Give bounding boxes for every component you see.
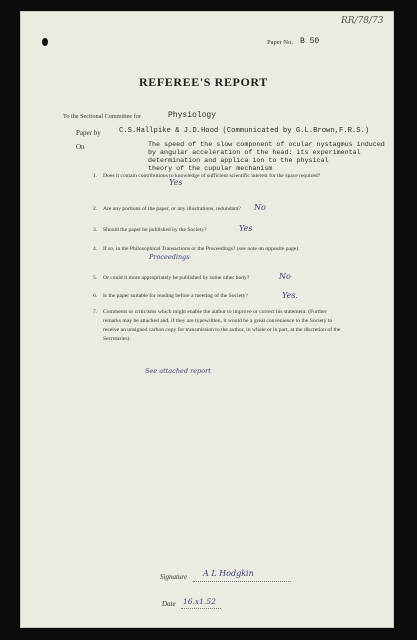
question-number: 3. — [93, 227, 98, 233]
answer-6: Yes. — [282, 291, 298, 300]
answer-4: Proceedings — [149, 253, 190, 261]
page-title: REFEREE'S REPORT — [139, 75, 268, 89]
question-number: 5. — [93, 275, 98, 281]
subject-line: theory of the cupular mechanism — [148, 165, 273, 173]
answer-5: No — [279, 272, 291, 281]
date-label: Date — [162, 600, 176, 608]
question-3 — [93, 226, 363, 236]
question-5 — [93, 274, 363, 284]
question-text: Or could it more appropriately be published by some other body? — [103, 275, 250, 281]
question-text: If so, in the Philosophical Transactions or the Proceedings? (see note on opposite page). — [103, 246, 300, 252]
report-sheet — [21, 12, 393, 627]
question-text: Should the paper be published by the Society? — [103, 227, 207, 233]
signature: A L Hodgkin — [203, 569, 254, 578]
answer-3: Yes — [239, 224, 253, 233]
question-number: 2. — [93, 206, 98, 212]
signature-line — [193, 581, 291, 582]
date-line — [181, 608, 221, 609]
question-number: 1. — [93, 173, 98, 179]
answer-2: No — [254, 203, 266, 212]
paper-number: B 50 — [300, 37, 320, 46]
authors: C.S.Hallpike & J.D.Hood (Communicated by G.L.Brown,F.R.S.) — [119, 127, 370, 135]
subject-line: by angular acceleration of the head: its experimental — [148, 149, 361, 157]
question-number: 6. — [93, 293, 98, 299]
subject-line: The speed of the slow component of ocular nystagmus induced — [148, 141, 385, 149]
answer-7: See attached report — [145, 367, 211, 375]
question-4 — [93, 245, 363, 265]
punch-hole — [42, 38, 48, 46]
committee-name: Physiology — [168, 111, 217, 120]
subject-line: determination and applica ion to the physical — [148, 157, 329, 165]
answer-1: Yes — [169, 178, 183, 187]
question-text: Is the paper suitable for reading before a meeting of the Society? — [103, 293, 248, 299]
date-value: 16.x1.52 — [183, 597, 216, 606]
question-7 — [93, 308, 363, 358]
paper-by-label: Paper by — [76, 129, 101, 137]
question-2 — [93, 205, 363, 215]
question-6 — [93, 292, 363, 302]
question-1 — [93, 172, 363, 192]
committee-prefix: To the Sectional Committee for — [63, 113, 141, 120]
signature-label: Signature — [160, 573, 187, 581]
question-number: 7. — [93, 309, 98, 315]
question-number: 4. — [93, 246, 98, 252]
archive-reference: RR/78/73 — [341, 16, 384, 26]
question-text: Are any portions of the paper, or any illustrations, redundant? — [103, 206, 241, 212]
on-label: On — [76, 143, 85, 151]
question-text: Does it contain contributions to knowledge of sufficient scientific interest for the space required? — [103, 173, 321, 179]
question-text: Comments or criticisms which might enable the author to improve or correct his statement. (Further remarks may be attached and, if they are typewritten, it would be a great convenience to the Society to receive an unsigned carbon copy for transmission to the author, in whole or in part, at the discretion of the Secretaries). — [103, 309, 341, 342]
paper-number-label: Paper No. — [267, 39, 293, 46]
